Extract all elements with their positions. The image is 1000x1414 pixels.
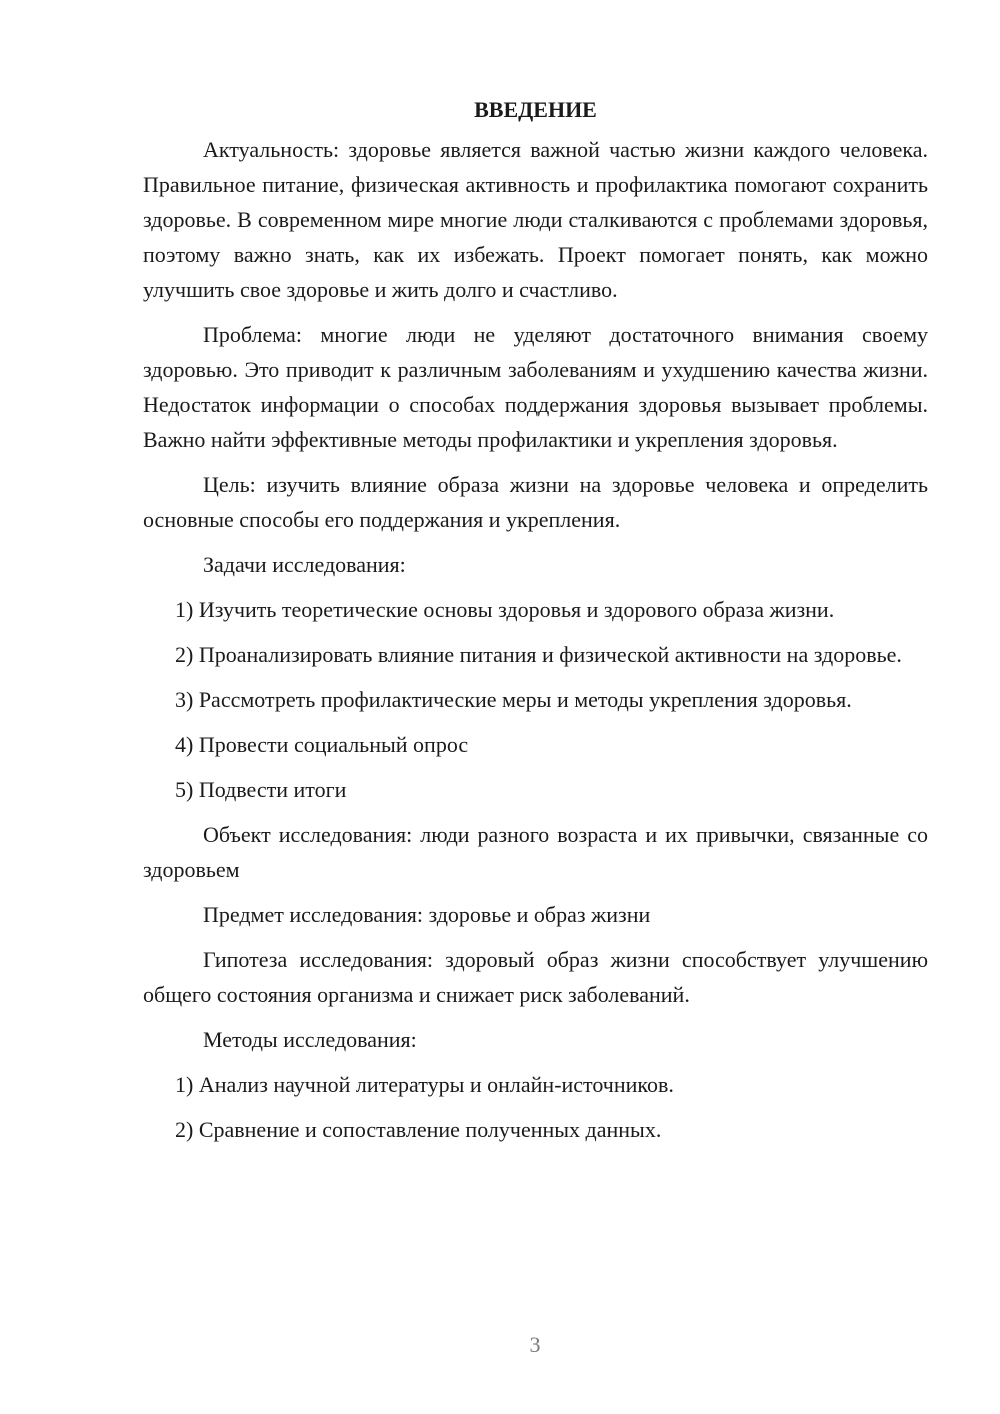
goal-paragraph: Цель: изучить влияние образа жизни на здоровье человека и определить основные способы его поддержания и укрепления. <box>143 472 928 532</box>
page-number: 3 <box>529 1332 541 1357</box>
document-page <box>143 92 928 1157</box>
method-item-2: 2) Сравнение и сопоставление полученных данных. <box>175 1117 662 1142</box>
object-paragraph: Объект исследования: люди разного возраста и их привычки, связанные со здоровьем <box>143 822 928 882</box>
methods-title: Методы исследования: <box>203 1027 417 1052</box>
problem-paragraph: Проблема: многие люди не уделяют достаточного внимания своему здоровью. Это приводит к различным заболеваниям и ухудшению качества жизни. Недостаток информации о способах поддержания здоровья вызывает проблемы. Важно найти эффективные методы профилактики и укрепления здоровья. <box>143 322 928 452</box>
task-item-5: 5) Подвести итоги <box>175 777 347 802</box>
task-item-1: 1) Изучить теоретические основы здоровья и здорового образа жизни. <box>175 597 835 622</box>
hypothesis-paragraph: Гипотеза исследования: здоровый образ жизни способствует улучшению общего состояния организма и снижает риск заболеваний. <box>143 947 928 1007</box>
subject-paragraph: Предмет исследования: здоровье и образ жизни <box>203 902 651 927</box>
task-item-3: 3) Рассмотреть профилактические меры и методы укрепления здоровья. <box>175 687 852 712</box>
task-item-4: 4) Провести социальный опрос <box>175 732 469 757</box>
relevance-paragraph: Актуальность: здоровье является важной частью жизни каждого человека. Правильное питание, физическая активность и профилактика помогают сохранить здоровье. В современном мире многие люди сталкиваются с проблемами здоровья, поэтому важно знать, как их избежать. Проект помогает понять, как можно улучшить свое здоровье и жить долго и счастливо. <box>143 137 928 302</box>
tasks-title: Задачи исследования: <box>203 552 406 577</box>
method-item-1: 1) Анализ научной литературы и онлайн-источников. <box>175 1072 674 1097</box>
task-item-2: 2) Проанализировать влияние питания и физической активности на здоровье. <box>175 642 902 667</box>
section-heading: ВВЕДЕНИЕ <box>474 97 597 122</box>
